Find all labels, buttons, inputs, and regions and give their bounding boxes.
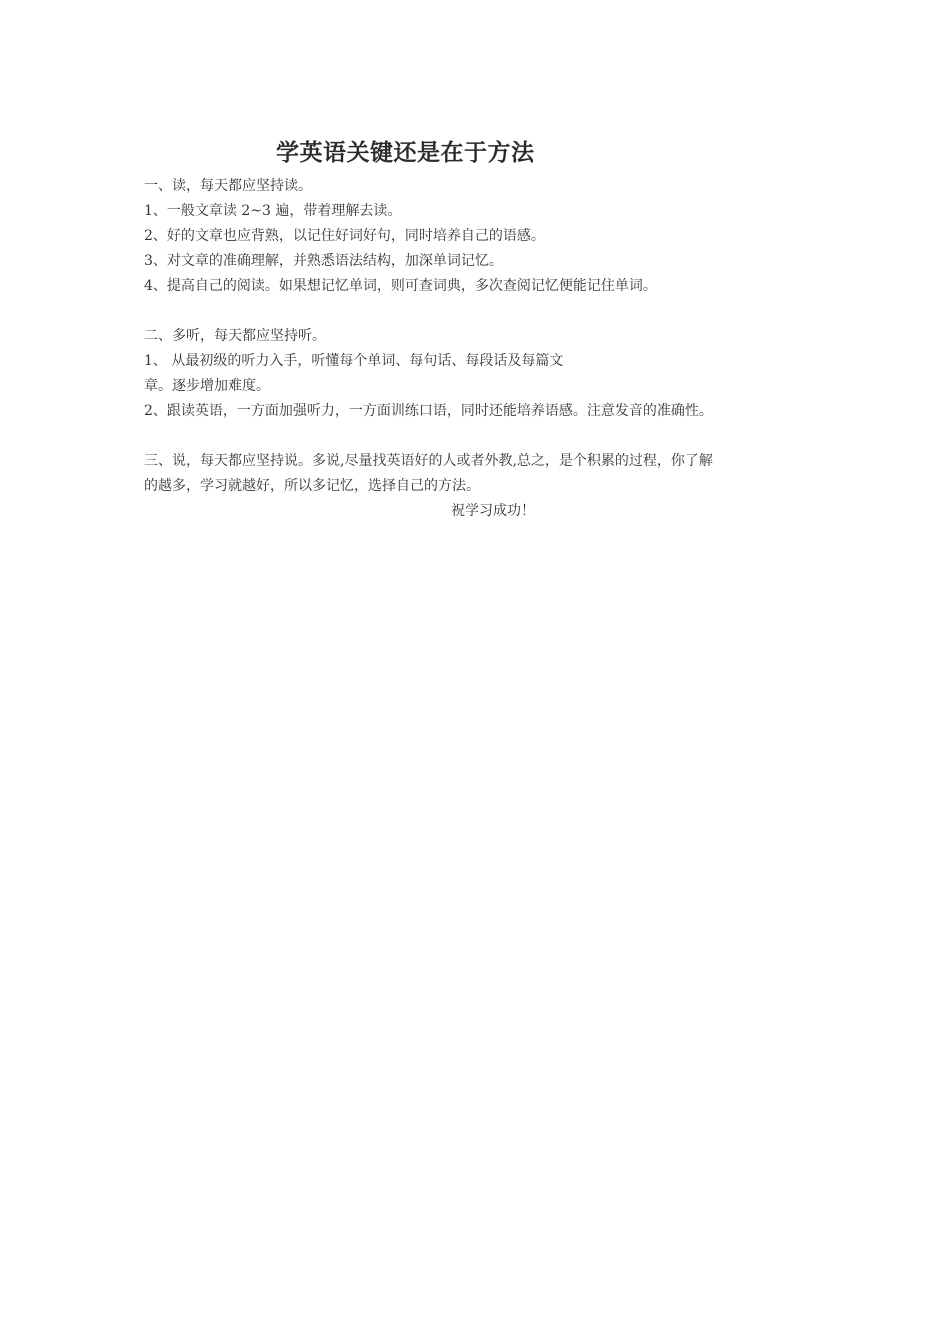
section-3-line-1: 三、说，每天都应坚持说。多说,尽量找英语好的人或者外教,总之，是个积累的过程，你了解 xyxy=(144,453,713,469)
section-1-heading: 一、读，每天都应坚持读。 xyxy=(144,178,312,194)
document-body xyxy=(144,174,814,524)
paragraph-gap xyxy=(144,299,814,324)
section-2-heading: 二、多听，每天都应坚持听。 xyxy=(144,328,326,344)
document-title: 学英语关键还是在于方法 xyxy=(276,139,535,166)
closing-line: 祝学习成功！ xyxy=(451,503,535,519)
section-2-item-1-continued: 章。逐步增加难度。 xyxy=(144,378,270,394)
section-3-line-2: 的越多，学习就越好，所以多记忆，选择自己的方法。 xyxy=(144,478,480,494)
section-1-item-3: 3、对文章的准确理解，并熟悉语法结构，加深单词记忆。 xyxy=(144,253,503,269)
section-1-item-2: 2、好的文章也应背熟，以记住好词好句，同时培养自己的语感。 xyxy=(144,228,545,244)
paragraph-gap xyxy=(144,424,814,449)
section-2-item-1: 1、 从最初级的听力入手，听懂每个单词、每句话、每段话及每篇文 xyxy=(144,353,564,369)
section-2-item-2: 2、跟读英语，一方面加强听力，一方面训练口语，同时还能培养语感。注意发音的准确性。 xyxy=(144,403,713,419)
section-1-item-4: 4、提高自己的阅读。如果想记忆单词，则可查词典，多次查阅记忆便能记住单词。 xyxy=(144,278,657,294)
section-1-item-1: 1、一般文章读 2~3 遍，带着理解去读。 xyxy=(144,203,402,219)
